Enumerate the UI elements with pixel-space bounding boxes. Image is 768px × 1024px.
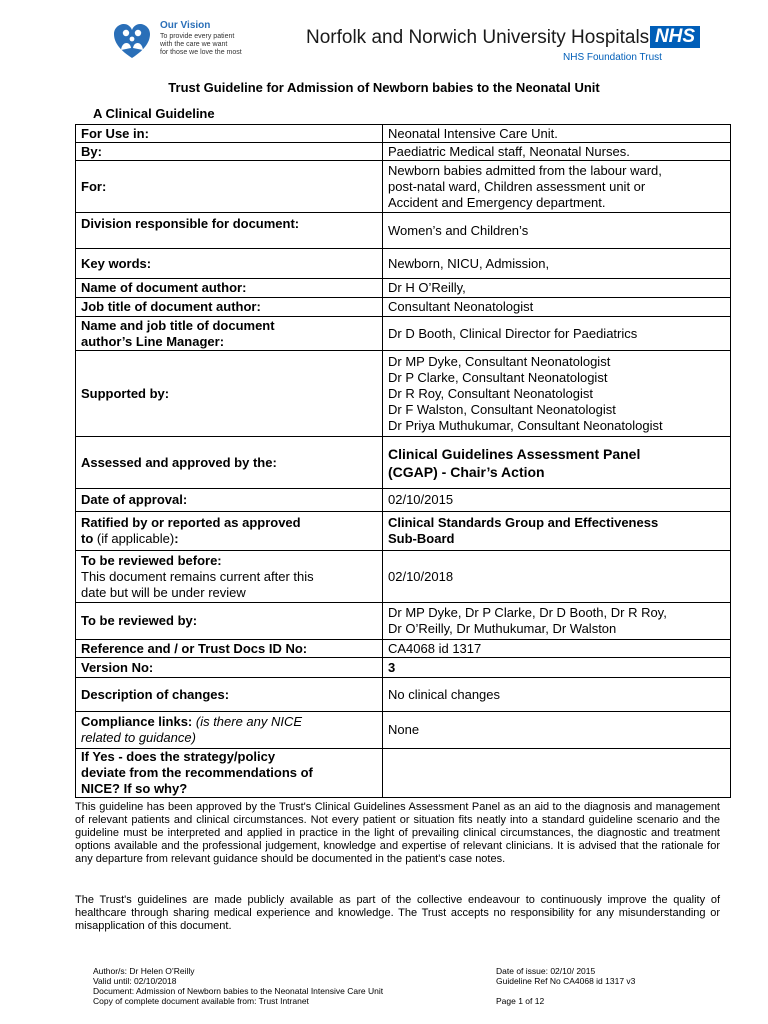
label-line bbox=[81, 531, 377, 547]
family-heart-icon bbox=[112, 22, 152, 62]
row-label: Date of approval: bbox=[76, 489, 383, 512]
table-row bbox=[76, 551, 731, 603]
label-note: (if applicable) bbox=[93, 531, 175, 546]
footer-document: Document: Admission of Newborn babies to the Neonatal Intensive Care Unit bbox=[93, 986, 384, 996]
table-row bbox=[76, 712, 731, 749]
row-label: Supported by: bbox=[76, 351, 383, 437]
row-value bbox=[383, 603, 731, 640]
row-value bbox=[383, 351, 731, 437]
row-value: Dr D Booth, Clinical Director for Paediatrics bbox=[383, 317, 731, 351]
row-label: Job title of document author: bbox=[76, 298, 383, 317]
table-row bbox=[76, 603, 731, 640]
value-line: Clinical Standards Group and Effectiveness bbox=[388, 515, 659, 530]
vision-line: To provide every patient bbox=[160, 33, 235, 40]
footer-right bbox=[496, 966, 635, 1006]
foundation-trust-label: NHS Foundation Trust bbox=[563, 52, 662, 63]
footer-left bbox=[93, 966, 383, 1006]
value-line: Dr MP Dyke, Dr P Clarke, Dr D Booth, Dr R Roy, bbox=[388, 605, 667, 620]
row-value: 02/10/2018 bbox=[383, 551, 731, 603]
document-subtitle: A Clinical Guideline bbox=[93, 106, 215, 121]
row-label: By: bbox=[76, 143, 383, 161]
page-header bbox=[0, 0, 768, 70]
disclaimer-paragraph: The Trust's guidelines are made publicly available as part of the collective endeavour to continuously improve the quality of healthcare through sharing medical experience and knowledge. The Trust accepts no responsibility for any misunderstanding or misapplication of this document. bbox=[75, 894, 720, 932]
row-value: Women’s and Children’s bbox=[383, 213, 731, 249]
value-line: Accident and Emergency department. bbox=[388, 194, 606, 210]
row-label bbox=[76, 551, 383, 603]
row-value: Newborn, NICU, Admission, bbox=[383, 249, 731, 279]
label-text: to bbox=[81, 531, 94, 546]
our-vision-logo bbox=[112, 20, 262, 66]
value-line: Clinical Guidelines Assessment Panel bbox=[388, 445, 641, 462]
table-row bbox=[76, 298, 731, 317]
label-line: NICE? If so why? bbox=[81, 781, 188, 796]
value-line: Newborn babies admitted from the labour ward, bbox=[388, 162, 662, 178]
table-row bbox=[76, 161, 731, 213]
row-value: CA4068 id 1317 bbox=[383, 640, 731, 658]
vision-title: Our Vision bbox=[160, 20, 211, 31]
table-row bbox=[76, 640, 731, 658]
footer-author: Author/s: Dr Helen O’Reilly bbox=[93, 966, 195, 976]
guideline-info-table bbox=[75, 124, 731, 798]
label-note: This document remains current after this bbox=[81, 568, 314, 584]
row-label: Key words: bbox=[76, 249, 383, 279]
label-note: date but will be under review bbox=[81, 584, 246, 600]
table-row bbox=[76, 317, 731, 351]
table-row bbox=[76, 143, 731, 161]
value-line: Dr F Walston, Consultant Neonatologist bbox=[388, 401, 616, 417]
row-label: Version No: bbox=[76, 658, 383, 678]
row-label: For Use in: bbox=[76, 125, 383, 143]
table-row bbox=[76, 249, 731, 279]
trust-name: Norfolk and Norwich University Hospitals bbox=[306, 27, 650, 48]
table-row bbox=[76, 437, 731, 489]
row-label: Division responsible for document: bbox=[76, 213, 383, 249]
row-value: Dr H O’Reilly, bbox=[383, 279, 731, 298]
footer-copy: Copy of complete document available from: Trust Intranet bbox=[93, 996, 309, 1006]
label-line: Name and job title of document bbox=[81, 317, 275, 333]
value-line: Dr Priya Muthukumar, Consultant Neonatologist bbox=[388, 417, 663, 433]
row-label: Assessed and approved by the: bbox=[76, 437, 383, 489]
value-line: Dr MP Dyke, Consultant Neonatologist bbox=[388, 353, 611, 369]
label-colon: : bbox=[174, 531, 179, 546]
document-title: Trust Guideline for Admission of Newborn babies to the Neonatal Unit bbox=[168, 80, 600, 95]
row-label bbox=[76, 712, 383, 749]
label-text: Compliance links: bbox=[81, 714, 193, 729]
row-value bbox=[383, 161, 731, 213]
table-row bbox=[76, 213, 731, 249]
row-label bbox=[76, 512, 383, 551]
table-row bbox=[76, 658, 731, 678]
row-label bbox=[76, 317, 383, 351]
table-row bbox=[76, 351, 731, 437]
row-label: Name of document author: bbox=[76, 279, 383, 298]
row-label: Description of changes: bbox=[76, 678, 383, 712]
row-value bbox=[383, 437, 731, 489]
row-label: For: bbox=[76, 161, 383, 213]
value-line: post-natal ward, Children assessment unit or bbox=[388, 178, 646, 194]
row-label: Reference and / or Trust Docs ID No: bbox=[76, 640, 383, 658]
footer-spacer bbox=[496, 986, 635, 996]
row-value: 02/10/2015 bbox=[383, 489, 731, 512]
row-value: 3 bbox=[383, 658, 731, 678]
row-value: Consultant Neonatologist bbox=[383, 298, 731, 317]
vision-line: with the care we want bbox=[160, 41, 228, 48]
row-value: None bbox=[383, 712, 731, 749]
value-line: Dr R Roy, Consultant Neonatologist bbox=[388, 385, 593, 401]
table-row bbox=[76, 489, 731, 512]
value-line: Dr P Clarke, Consultant Neonatologist bbox=[388, 369, 608, 385]
disclaimer-paragraph: This guideline has been approved by the Trust's Clinical Guidelines Assessment Panel as an aid to the diagnosis and management of relevant patients and clinical circumstances. Not every patient or situation fits neatly into a standard guideline scenario and the guideline must be interpreted and applied in practice in the light of prevailing clinical circumstances, the diagnostic and treatment options available and the professional judgement, knowledge and expertise of relevant clinicians. It is advised that the rationale for any departure from relevant guidance should be documented in the patient's case notes. bbox=[75, 801, 720, 865]
row-value bbox=[383, 749, 731, 798]
table-row bbox=[76, 512, 731, 551]
label-line: If Yes - does the strategy/policy bbox=[81, 749, 276, 764]
value-line: Dr O’Reilly, Dr Muthukumar, Dr Walston bbox=[388, 621, 617, 636]
vision-line: for those we love the most bbox=[160, 49, 242, 56]
label-line: Ratified by or reported as approved bbox=[81, 515, 301, 530]
label-note: (is there any NICE bbox=[192, 714, 303, 729]
row-label bbox=[76, 749, 383, 798]
value-line: Sub-Board bbox=[388, 531, 455, 546]
label-line: deviate from the recommendations of bbox=[81, 765, 313, 780]
label-line: author’s Line Manager: bbox=[81, 333, 225, 349]
row-value: Paediatric Medical staff, Neonatal Nurses. bbox=[383, 143, 731, 161]
footer-ref: Guideline Ref No CA4068 id 1317 v3 bbox=[496, 976, 636, 986]
row-value: No clinical changes bbox=[383, 678, 731, 712]
footer-date-issue: Date of issue: 02/10/ 2015 bbox=[496, 966, 596, 976]
page-number: Page 1 of 12 bbox=[496, 996, 545, 1006]
label-line bbox=[81, 714, 377, 730]
nhs-logo: NHS bbox=[650, 26, 700, 48]
table-row bbox=[76, 678, 731, 712]
table-row bbox=[76, 749, 731, 798]
label-note: related to guidance) bbox=[81, 730, 196, 745]
label-line: To be reviewed before: bbox=[81, 552, 222, 568]
value-line: (CGAP) - Chair’s Action bbox=[388, 463, 545, 480]
footer-valid: Valid until: 02/10/2018 bbox=[93, 976, 177, 986]
table-row bbox=[76, 279, 731, 298]
row-label: To be reviewed by: bbox=[76, 603, 383, 640]
table-row bbox=[76, 125, 731, 143]
row-value: Neonatal Intensive Care Unit. bbox=[383, 125, 731, 143]
row-value bbox=[383, 512, 731, 551]
